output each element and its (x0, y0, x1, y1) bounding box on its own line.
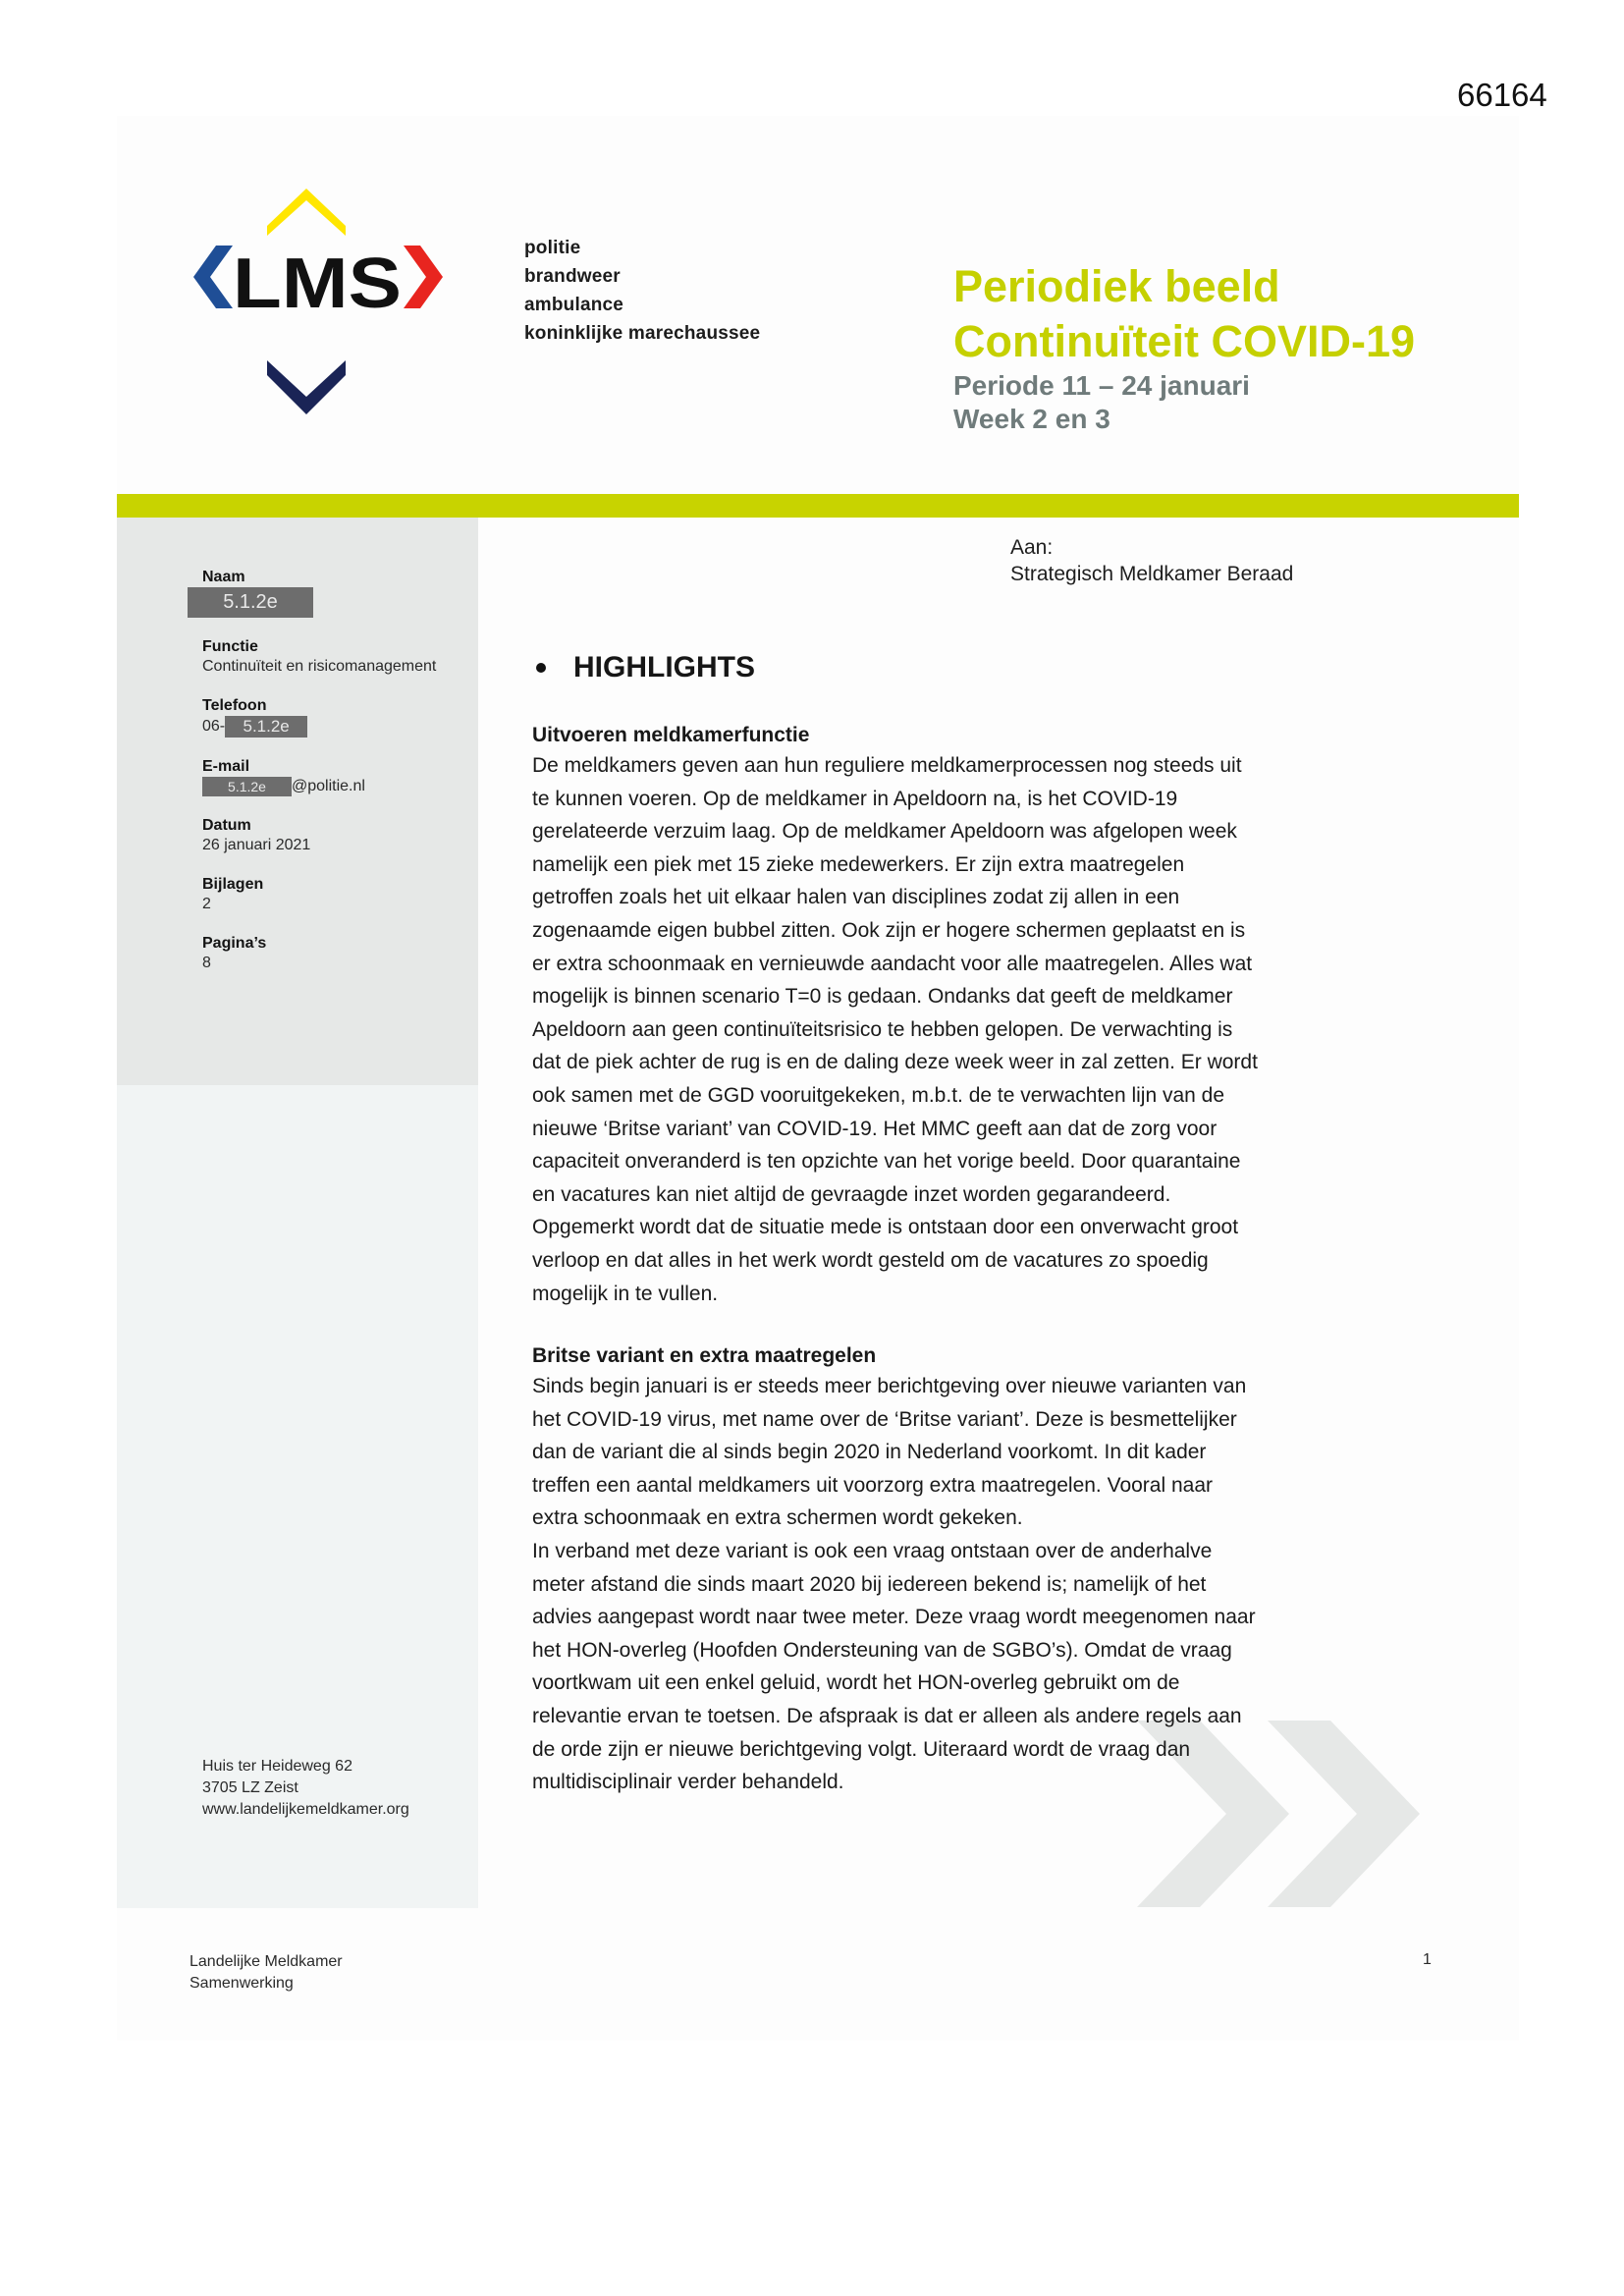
meta-value (202, 587, 467, 618)
recipient-block (1010, 534, 1293, 587)
chevron-down-icon (267, 360, 346, 414)
footer-organization (189, 1951, 343, 1995)
meta-label: Telefoon (202, 697, 267, 714)
address-city: 3705 LZ Zeist (202, 1779, 298, 1796)
footer-org-line-1: Landelijke Meldkamer (189, 1953, 343, 1970)
document-meta (202, 568, 467, 993)
lms-logo (193, 189, 459, 434)
title-line-1: Periodiek beeld (953, 261, 1280, 311)
page-number: 1 (1423, 1951, 1432, 1968)
meta-functie (202, 637, 467, 677)
paragraph-line: Apeldoorn aan geen continuïteitsrisico te hebben gelopen. De verwachting is (532, 1017, 1233, 1041)
section-title: Britse variant en extra maatregelen (532, 1344, 877, 1368)
paragraph-line: dat de piek achter de rug is en de daling deze week weer in zal zetten. Er wordt (532, 1051, 1258, 1074)
main-content (532, 651, 1377, 1799)
meta-label: Naam (202, 569, 245, 585)
paragraph-line: zogenaamde eigen bubbel zitten. Ook zijn er hogere schermen geplaatst en is (532, 918, 1246, 942)
meta-label: Datum (202, 817, 251, 835)
paragraph-line: meter afstand die sinds maart 2020 bij iedereen bekend is; namelijk of het (532, 1572, 1207, 1596)
address-website: www.landelijkemeldkamer.org (202, 1801, 409, 1818)
document-title-block (953, 259, 1415, 436)
title-line-2: Continuïteit COVID-19 (953, 316, 1415, 366)
paragraph-line: voortkwam uit een enkel geluid, wordt het HON-overleg gebruikt om de (532, 1671, 1180, 1695)
meta-naam (202, 568, 467, 618)
logo-text: LMS (233, 245, 402, 323)
recipient-label: Aan: (1010, 536, 1054, 559)
meta-datum (202, 816, 467, 855)
meta-value: 8 (202, 955, 211, 972)
meta-label: Functie (202, 638, 258, 655)
section-britse-variant (532, 1342, 1377, 1799)
footer-org-line-2: Samenwerking (189, 1975, 294, 1992)
paragraph-line: extra schoonmaak en extra schermen wordt gekeken. (532, 1506, 1023, 1530)
paragraph-line: advies aangepast wordt naar twee meter. Deze vraag wordt meegenomen naar (532, 1606, 1256, 1629)
bracket-left-icon (193, 246, 233, 308)
section-title: Uitvoeren meldkamerfunctie (532, 724, 810, 746)
paragraph-line: relevantie ervan te toetsen. De afspraak is dat er alleen als andere regels aan (532, 1705, 1242, 1728)
header-divider-bar (117, 494, 1519, 518)
section-paragraph (532, 1370, 1375, 1799)
paragraph-line: de orde zijn er nieuwe berichtgeving volgt. Uiteraard wordt de vraag dan (532, 1737, 1191, 1761)
meta-email (202, 757, 467, 796)
redaction-box: 5.1.2e (225, 716, 307, 738)
meta-value: 2 (202, 896, 211, 913)
meta-value: 26 januari 2021 (202, 837, 311, 854)
paragraph-line: mogelijk is binnen scenario T=0 is gedaan. Ondanks dat geeft de meldkamer (532, 985, 1233, 1009)
paragraph-line: het COVID-19 virus, met name over de ‘Britse variant’. Deze is besmettelijker (532, 1407, 1237, 1431)
meta-value: Continuïteit en risicomanagement (202, 658, 437, 675)
tagline-politie: politie (524, 238, 581, 258)
title-weeks: Week 2 en 3 (953, 404, 1110, 434)
recipient-name: Strategisch Meldkamer Beraad (1010, 563, 1294, 585)
bullet-icon (536, 663, 546, 673)
meta-bijlagen (202, 875, 467, 914)
organization-tagline (524, 234, 760, 348)
email-domain: @politie.nl (292, 778, 365, 795)
meta-value (202, 777, 467, 796)
paragraph-line: treffen een aantal meldkamers uit voorzorg extra maatregelen. Vooral naar (532, 1473, 1213, 1497)
section-meldkamerfunctie (532, 722, 1377, 1310)
paragraph-line: Sinds begin januari is er steeds meer berichtgeving over nieuwe varianten van (532, 1375, 1247, 1398)
paragraph-line: dan de variant die al sinds begin 2020 in Nederland voorkomt. In dit kader (532, 1441, 1207, 1464)
paragraph-line: te kunnen voeren. Op de meldkamer in Apeldoorn na, is het COVID-19 (532, 787, 1178, 810)
paragraph-line: mogelijk in te vullen. (532, 1282, 719, 1305)
paragraph-line: en vacatures kan niet altijd de gevraagde inzet worden gegarandeerd. (532, 1182, 1171, 1206)
paragraph-line: namelijk een piek met 15 zieke medewerkers. Er zijn extra maatregelen (532, 852, 1185, 876)
title-period: Periode 11 – 24 januari (953, 370, 1250, 401)
paragraph-line: In verband met deze variant is ook een vraag ontstaan over de anderhalve (532, 1540, 1213, 1563)
phone-prefix: 06- (202, 718, 226, 736)
tagline-ambulance: ambulance (524, 295, 624, 315)
paragraph-line: getroffen zoals het uit elkaar halen van disciplines zodat zij allen in een (532, 886, 1180, 909)
meta-label: E-mail (202, 758, 250, 775)
paragraph-line: gerelateerde verzuim laag. Op de meldkamer Apeldoorn was afgelopen week (532, 820, 1237, 844)
meta-value (202, 716, 467, 738)
paragraph-line: er extra schoonmaak en vernieuwde aandacht voor alle maatregelen. Alles wat (532, 952, 1253, 975)
chevron-up-icon (267, 189, 346, 236)
tagline-brandweer: brandweer (524, 266, 621, 287)
redaction-box: 5.1.2e (202, 777, 292, 796)
meta-label: Bijlagen (202, 876, 264, 894)
section-paragraph (532, 749, 1375, 1310)
meta-label: Pagina’s (202, 935, 267, 953)
meta-paginas (202, 934, 467, 973)
paragraph-line: capaciteit onveranderd is ten opzichte van het vorige beeld. Door quarantaine (532, 1150, 1241, 1174)
tagline-marechaussee: koninklijke marechaussee (524, 323, 761, 344)
highlights-heading-text: HIGHLIGHTS (573, 651, 755, 683)
section-spacer (532, 1310, 1377, 1342)
paragraph-line: het HON-overleg (Hoofden Ondersteuning van de SGBO’s). Omdat de vraag (532, 1638, 1232, 1662)
meta-telefoon (202, 696, 467, 738)
paragraph-line: verloop en dat alles in het werk wordt gesteld om de vacatures zo spoedig (532, 1248, 1209, 1272)
paragraph-line: Opgemerkt wordt dat de situatie mede is ontstaan door een onverwacht groot (532, 1216, 1239, 1239)
address-street: Huis ter Heideweg 62 (202, 1758, 352, 1775)
paragraph-line: ook samen met de GGD vooruitgekeken, m.b.t. de te verwachten lijn van de (532, 1083, 1225, 1107)
sender-address (202, 1756, 409, 1821)
document-id: 66164 (1457, 77, 1547, 113)
paragraph-line: De meldkamers geven aan hun reguliere meldkamerprocessen nog steeds uit (532, 754, 1242, 777)
redaction-box: 5.1.2e (188, 587, 313, 618)
paragraph-line: multidisciplinair verder behandeld. (532, 1771, 844, 1794)
paragraph-line: nieuwe ‘Britse variant’ van COVID-19. Het MMC geeft aan dat de zorg voor (532, 1117, 1218, 1140)
highlights-heading (532, 651, 1377, 684)
bracket-right-icon (404, 246, 443, 308)
